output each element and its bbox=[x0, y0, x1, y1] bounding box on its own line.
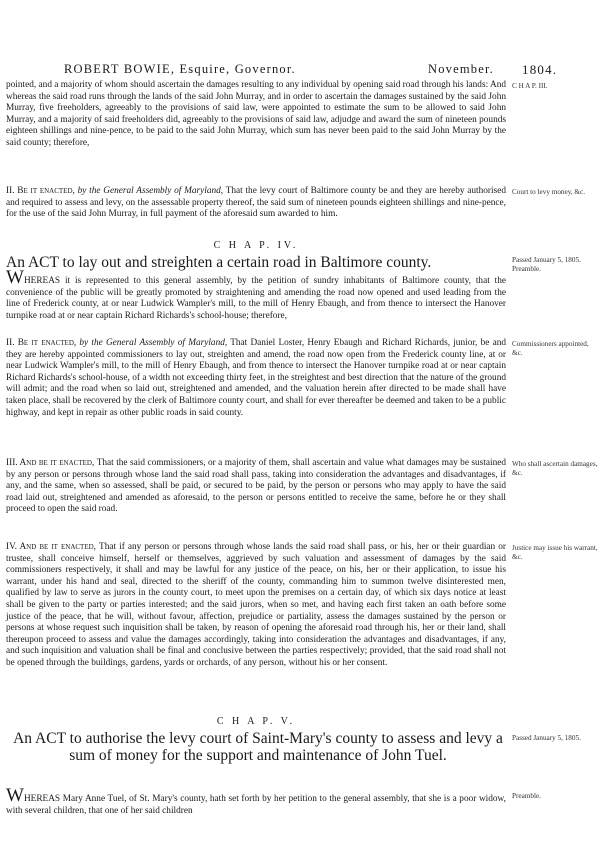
margin-note-chap3: C H A P. III. bbox=[512, 82, 548, 90]
section-lead: III. And be it enacted, bbox=[6, 458, 97, 468]
section-text: That if any person or persons through whose lands the said road shall pass, or his, her or their guardian or trustee, shall conceive himself, herself or themselves, aggrieved by such valuation and assessment of damages by the said commissioners respectively, it shall and may be lawful for any justice of the peace, on his, her or their application, to issue his warrant, under his hand and seal, directed to the sheriff of the county, commanding him to summon twelve disinterested men, qualified by law to serve as jurors in the county court, to meet upon the premises on a certain day, of which six days notice at least shall be given to the party or parties interested; and the said jurors, when so met, and having each first taken an oath before some justice of the peace, that he will, without favour, affection, prejudice or partiality, assess the damages sustained by the person or persons at whose request such inquisition shall be taken, by reason of opening the aforesaid road through his, her or their land, shall thereupon proceed to assess and value the damages accordingly, taking into consideration the advantages and disadvantages, if any, and such inquisition and valuation shall be final and conclusive between the parties respectively; provided, that the said road shall not be opened through the buildings, gardens, yards or orchards, of any person, without his or her consent. bbox=[6, 542, 507, 668]
header-year: 1804. bbox=[522, 62, 558, 77]
act-4-section-2 bbox=[6, 338, 506, 419]
opening-paragraph: pointed, and a majority of whom should ascertain the damages resulting to any individual by opening said road through his lands: And whereas the said road runs through the lands of the said John Murray, and in order to ascertain the damages sustained by the said John Murray, five freeholders, agreeably to the provisions of said law, were appointed to estimate the sum to be allowed to said John Murray, and a majority of said freeholders did, agreeably to the provisions of said law, adjudge and award the sum of nineteen pounds eighteen shillings and nine-pence, to be paid to the said John Murray, which sum has never been paid to the said John Murray by the said county; therefore, bbox=[6, 80, 506, 148]
margin-note-commissioners: Commissioners appointed, &c. bbox=[512, 340, 589, 357]
preamble-text: HEREAS it is represented to this general assembly, by the petition of sundry inhabitants of Baltimore county, that the convenience of the public will be greatly promoted by straightening and amending the road now opened and used leading from the line of Frederick county, at or near Ludwick Wampler's mill, to the mill of Henry Ebaugh, and from thence to intersect the Hanover turnpike road at or near captain Richard Richards's school-house; therefore, bbox=[6, 276, 506, 321]
section-lead: II. Be it enacted, bbox=[6, 338, 80, 348]
section-lead: IV. And be it enacted, bbox=[6, 542, 100, 552]
enacting-authority: by the General Assembly of Maryland, bbox=[77, 186, 224, 196]
section-text: That the said commissioners, or a majority of them, shall ascertain and value what damages may be sustained by any person or persons through whose land the said road shall pass, taking into consideration the advantages and disadvantages, if any, and the same, when so assessed, shall be paid, or secured to be paid, by the person or persons who may apply to have the said road laid out, streightened and amended as aforesaid, to the person or persons entitled to receive the same, before he or they shall proceed to open the said road. bbox=[6, 458, 506, 515]
margin-note-passed-4: Passed January 5, 1805. Preamble. bbox=[512, 256, 581, 273]
section-text: That Daniel Loster, Henry Ebaugh and Richard Richards, junior, be and they are hereby appointed commissioners to lay out, streighten and amend, the road now open from the Frederick county line, at or near Ludwick Wampler's mill, to the mill of Henry Ebaugh, and from thence to intersect the Hanover turnpike road at or near captain Richard Richards's school-house, of a width not exceeding thirty feet, in the streightest and best direction that the nature of the ground will admit; and the road when so laid out, streightened and amended, and the valuation herein after directed to be made shall have taken place, shall be recovered by the clerk of Baltimore county court, and shall for ever thereafter be deemed and taken to be a public highway, and kept in repair as other public roads in said county. bbox=[6, 338, 506, 418]
header-month: November. bbox=[428, 62, 494, 76]
drop-cap: W bbox=[6, 267, 24, 288]
enacting-authority: by the General Assembly of Maryland, bbox=[79, 338, 228, 348]
act-5-title: An ACT to authorise the levy court of Saint-Mary's county to assess and levy a sum of money for the support and maintenance of John Tuel. bbox=[13, 730, 503, 764]
act-4-preamble bbox=[6, 267, 506, 322]
act-4-section-4 bbox=[6, 542, 506, 670]
drop-cap: W bbox=[6, 785, 24, 806]
margin-note-levy: Court to levy money, &c. bbox=[512, 188, 585, 196]
margin-note-who-shall: Who shall ascertain damages, &c. bbox=[512, 460, 598, 477]
preamble-text: HEREAS Mary Anne Tuel, of St. Mary's county, hath set forth by her petition to the general assembly, that she is a poor widow, with several children, that one of her said children bbox=[6, 794, 506, 816]
chapter-heading-4: C H A P. IV. bbox=[213, 240, 299, 251]
chapter-heading-5: C H A P. V. bbox=[216, 716, 296, 727]
running-header bbox=[40, 62, 558, 80]
margin-note-justice: Justice may issue his warrant, &c. bbox=[512, 544, 598, 561]
margin-note-preamble-5: Preamble. bbox=[512, 792, 541, 800]
act-4-title: An ACT to lay out and streighten a certain road in Baltimore county. bbox=[6, 254, 432, 271]
act-4-section-3 bbox=[6, 458, 506, 516]
margin-note-passed-5: Passed January 5, 1805. bbox=[512, 734, 581, 742]
section-text: That the levy court of Baltimore county be and they are hereby authorised and required to assess and levy, on the assessable property thereof, the said sum of nineteen pounds eighteen shillings and nine-pence, for the use of the said John Murray, in full payment of the aforesaid sum awarded to him. bbox=[6, 186, 506, 220]
section-lead: II. Be it enacted, bbox=[6, 186, 78, 196]
act-5-preamble bbox=[6, 785, 506, 817]
header-title: ROBERT BOWIE, Esquire, Governor. bbox=[64, 62, 296, 76]
section-2-paragraph bbox=[6, 186, 506, 221]
